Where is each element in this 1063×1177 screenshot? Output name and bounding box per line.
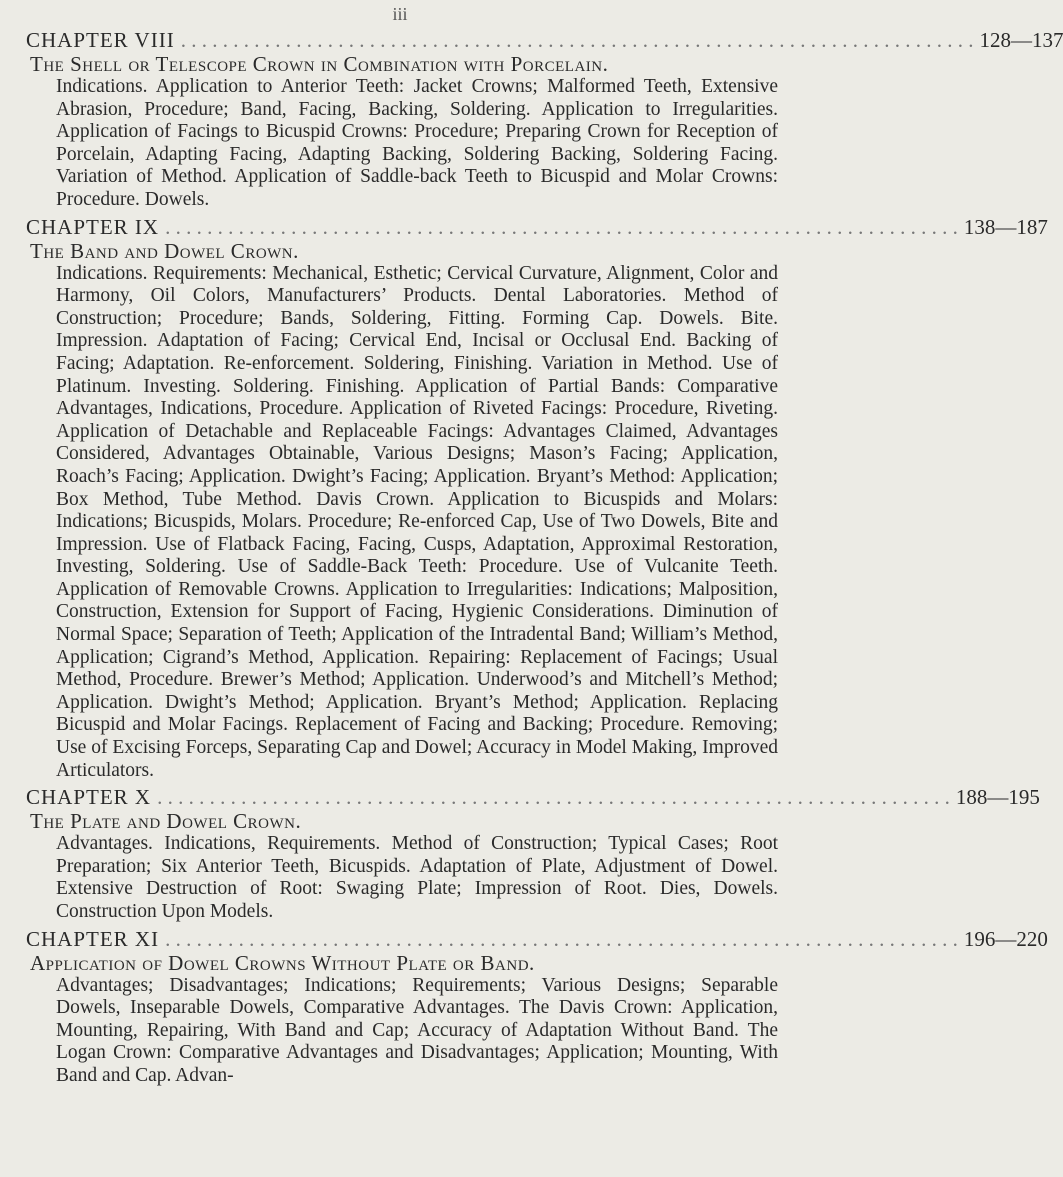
chapter-heading-line [26,785,1040,810]
chapter-summary: Indications. Requirements: Mechanical, Esthetic; Cervical Curvature, Alignment, Color and Harmony, Oil Colors, Manufacturers’ Products. Dental Laboratories. Method of Construction; Procedure; Bands, Soldering, Fitting. Forming Cap. Dowels. Bite. Impression. Adaptation of Facing; Cervical End, Incisal or Occlusal End. Backing of Facing; Adaptation. Re-enforcement. Soldering, Finishing. Variation in Method. Use of Platinum. Investing. Soldering. Finishing. Application of Partial Bands: Comparative Advantages, Indications, Procedure. Application of Riveted Facings: Procedure, Riveting. Application of Detachable and Replaceable Facings: Advantages Claimed, Advantages Considered, Advantages Obtainable, Various Designs; Mason’s Facing; Application, Roach’s Facing; Application. Dwight’s Facing; Application. Bryant’s Method: Application; Box Method, Tube Method. Davis Crown. Application to Bicuspids and Molars: Indications; Bicuspids, Molars. Procedure; Re-enforced Cap, Use of Two Dowels, Bite and Impression. Use of Flatback Facing, Facing, Cusps, Adaptation, Approximal Restoration, Investing, Soldering. Use of Saddle-Back Teeth: Procedure. Use of Vulcanite Teeth. Application of Removable Crowns. Application to Irregularities: Indications; Malposition, Construction, Extension for Support of Facing, Hygienic Considerations. Diminution of Normal Space; Separation of Teeth; Application of the Intradental Band; William’s Method, Application; Cigrand’s Method, Application. Repairing: Replacement of Facings; Usual Method, Procedure. Brewer’s Method; Application. Underwood’s and Mitchell’s Method; Application. Dwight’s Method; Application. Bryant’s Method; Application. Replacing Bicuspid and Molar Facings. Replacement of Facing and Backing; Procedure. Removing; Use of Excising Forceps, Separating Cap and Dowel; Accuracy in Model Making, Improved Articulators. [56,262,778,781]
table-of-contents [26,28,1063,1091]
page-number: iii [392,4,408,24]
chapter-page-range: 138—187 [963,214,1048,239]
chapter-label: CHAPTER IX [26,214,160,239]
dot-leader: . . . . . . . . . . . . . . . . . . . . . . . . . . . . . . . . . . . . . . . . . . . . . . . . . . . . . . . . . . . . . . . . . . . . . . . . . . . . [165,214,958,239]
chapter-title: The Shell or Telescope Crown in Combination with Porcelain. [30,52,609,76]
chapter-entry [26,785,1040,923]
chapter-heading-line [26,926,1048,951]
chapter-label: CHAPTER VIII [26,28,175,52]
chapter-entry [26,926,1048,1088]
chapter-page-range: 188—195 [955,785,1040,810]
chapter-summary: Indications. Application to Anterior Teeth: Jacket Crowns; Malformed Teeth, Extensive Abrasion, Procedure; Band, Facing, Backing, Soldering. Application to Irregularities. Application of Facings to Bicuspid Crowns: Procedure; Preparing Crown for Reception of Porcelain, Adapting Facing, Adapting Backing, Soldering Backing, Soldering Facing. Variation of Method. Application of Saddle-back Teeth to Bicuspid and Molar Crowns: Procedure. Dowels. [56,76,778,210]
chapter-label: CHAPTER X [26,785,152,810]
chapter-page-range: 196—220 [963,926,1048,951]
dot-leader: . . . . . . . . . . . . . . . . . . . . . . . . . . . . . . . . . . . . . . . . . . . . . . . . . . . . . . . . . . . . . . . . . . . . . . . . . . . . [165,926,958,951]
chapter-page-range: 128—137 [979,28,1063,52]
dot-leader: . . . . . . . . . . . . . . . . . . . . . . . . . . . . . . . . . . . . . . . . . . . . . . . . . . . . . . . . . . . . . . . . . . . . . . . . . . . . [157,785,950,810]
chapter-summary: Advantages. Indications, Requirements. Method of Construction; Typical Cases; Root Preparation; Six Anterior Teeth, Bicuspids. Adaptation of Plate, Adjustment of Dowel. Extensive Destruction of Root: Swaging Plate; Impression of Root. Dies, Dowels. Construction Upon Models. [56,833,778,922]
chapter-summary: Advantages; Disadvantages; Indications; Requirements; Various Designs; Separable Dowels, Inseparable Dowels, Comparative Advantages. The Davis Crown: Application, Mounting, Repairing, With Band and Cap; Accuracy of Adaptation Without Band. The Logan Crown: Comparative Advantages and Disadvantages; Application; Mounting, With Band and Cap. Advan- [56,974,778,1086]
chapter-title: Application of Dowel Crowns Without Plate or Band. [30,950,535,975]
chapter-label: CHAPTER XI [26,926,160,951]
chapter-title: The Band and Dowel Crown. [30,238,299,263]
chapter-entry [26,28,1063,212]
chapter-title: The Plate and Dowel Crown. [30,809,302,834]
chapter-heading-line [26,214,1048,239]
chapter-entry [26,214,1048,783]
chapter-heading-line [26,28,1063,52]
dot-leader: . . . . . . . . . . . . . . . . . . . . . . . . . . . . . . . . . . . . . . . . . . . . . . . . . . . . . . . . . . . . . . . . . . . . . . . . . . . . [180,28,974,52]
